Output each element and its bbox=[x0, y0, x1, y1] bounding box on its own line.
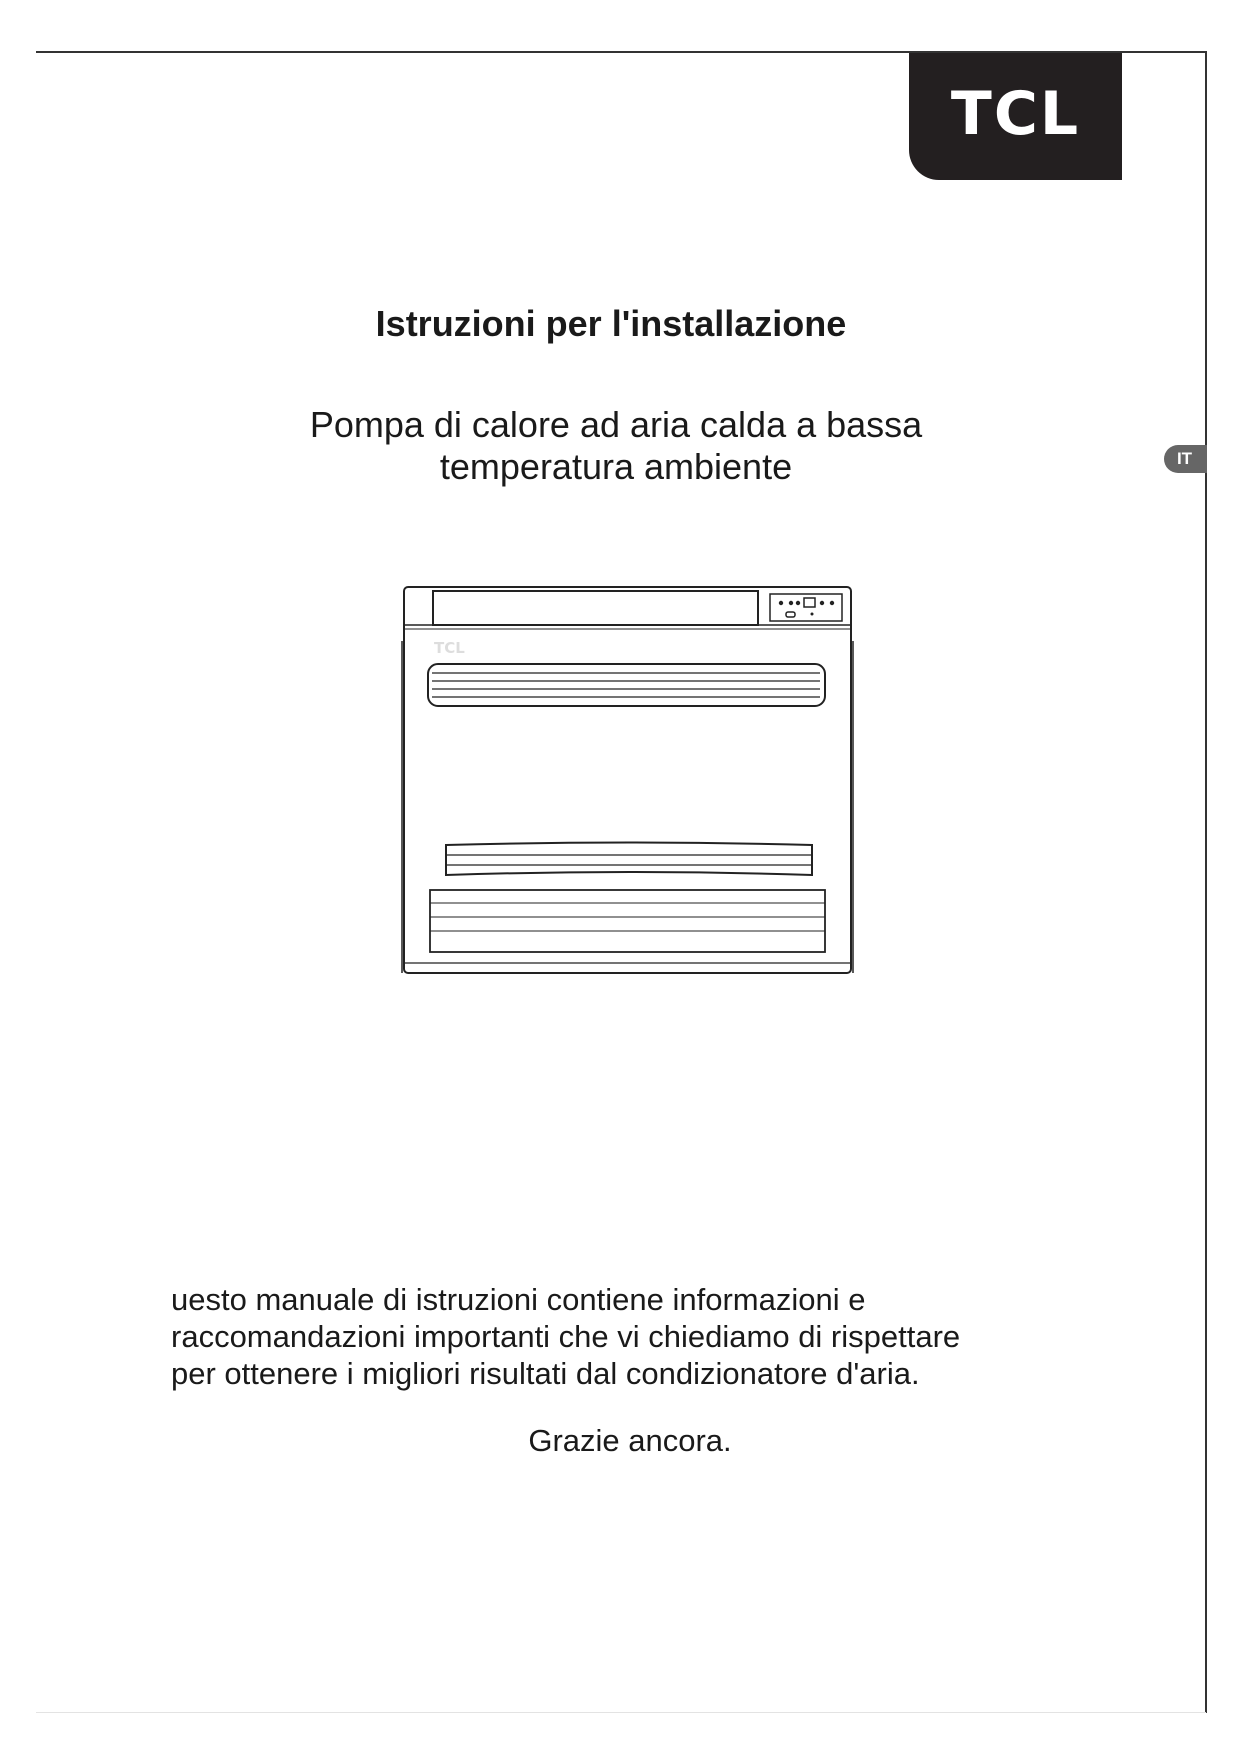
language-tab: IT bbox=[1164, 445, 1207, 473]
subtitle-line-1: Pompa di calore ad aria calda a bassa bbox=[309, 404, 923, 445]
thanks-text: Grazie ancora. bbox=[528, 1423, 732, 1458]
intro-line-3: per ottenere i migliori risultati dal condizionatore d'aria. bbox=[171, 1356, 920, 1391]
unit-logo: TCL bbox=[434, 639, 465, 657]
bottom-border-line bbox=[36, 1712, 1206, 1713]
intro-paragraph bbox=[171, 1281, 1171, 1392]
control-panel-buttons bbox=[779, 598, 834, 617]
heat-pump-unit-illustration bbox=[400, 585, 855, 977]
subtitle-line-2: temperatura ambiente bbox=[439, 446, 793, 487]
document-title: Istruzioni per l'installazione bbox=[375, 303, 847, 344]
logo-text: TCL bbox=[950, 78, 1081, 149]
right-border-line bbox=[1205, 51, 1207, 1713]
tcl-logo bbox=[909, 53, 1122, 180]
intro-line-1: uesto manuale di istruzioni contiene informazioni e bbox=[171, 1282, 866, 1317]
document-subtitle bbox=[0, 404, 1232, 488]
intro-line-2: raccomandazioni importanti che vi chiediamo di rispettare bbox=[171, 1319, 961, 1354]
